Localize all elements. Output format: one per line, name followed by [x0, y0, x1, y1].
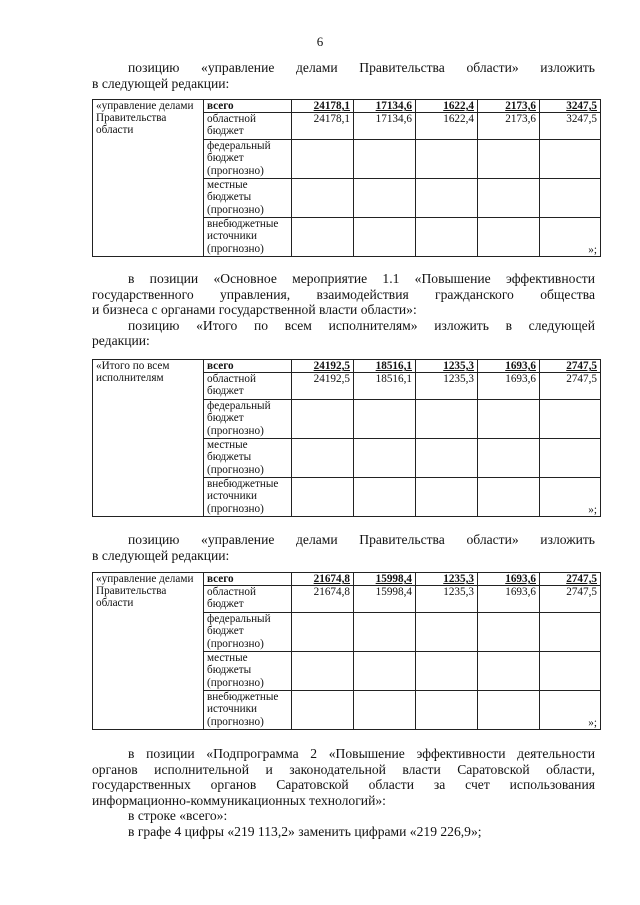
value-cell: 1693,6 — [478, 586, 540, 613]
value-cell — [354, 439, 416, 478]
text-line: и бизнеса с органами государственной власти области»: — [92, 302, 417, 317]
value-cell — [478, 478, 540, 517]
value-cell — [540, 179, 601, 218]
text-line: в графе 4 цифры «219 113,2» заменить цифрами «219 226,9»; — [128, 823, 482, 839]
text-line: информационно-коммуникационных технологий»: — [92, 792, 386, 808]
value-cell — [354, 218, 416, 257]
text-line: государственного управления, взаимодействия гражданского общества — [92, 286, 595, 302]
row-label: всего — [204, 573, 292, 586]
value-cell: 2747,5 — [540, 373, 601, 400]
executor-name: «управление делами Правительства области — [93, 573, 204, 730]
value-cell — [478, 218, 540, 257]
value-cell: 18516,1 — [354, 373, 416, 400]
table-row — [93, 573, 601, 586]
value-cell: 2747,5 — [540, 586, 601, 613]
value-cell — [354, 400, 416, 439]
value-cell — [540, 439, 601, 478]
value-cell — [478, 179, 540, 218]
value-cell — [354, 179, 416, 218]
value-cell — [354, 613, 416, 652]
closing-quote: »; — [588, 504, 597, 516]
value-cell — [292, 613, 354, 652]
value-cell: 1622,4 — [416, 100, 478, 113]
row-label: внебюджетные источники (прогнозно) — [204, 218, 292, 257]
value-cell — [416, 613, 478, 652]
value-cell — [416, 439, 478, 478]
paragraph-1 — [92, 60, 595, 91]
row-label: областной бюджет — [204, 373, 292, 400]
value-cell: 24192,5 — [292, 360, 354, 373]
executor-name: «управление делами Правительства области — [93, 100, 204, 257]
value-cell: 24178,1 — [292, 100, 354, 113]
value-cell — [540, 400, 601, 439]
row-label: местные бюджеты (прогнозно) — [204, 652, 292, 691]
value-cell — [416, 478, 478, 517]
value-cell: 21674,8 — [292, 586, 354, 613]
value-cell — [478, 613, 540, 652]
text-line: редакции: — [92, 333, 150, 348]
value-cell: 1622,4 — [416, 113, 478, 140]
text-line: в следующей редакции: — [92, 547, 230, 563]
value-cell: 15998,4 — [354, 586, 416, 613]
text-line: в следующей редакции: — [92, 75, 230, 91]
value-cell — [416, 140, 478, 179]
value-cell — [416, 179, 478, 218]
value-cell — [292, 400, 354, 439]
value-cell — [292, 652, 354, 691]
row-label: местные бюджеты (прогнозно) — [204, 179, 292, 218]
value-cell: 3247,5 — [540, 113, 601, 140]
value-cell — [540, 691, 601, 730]
value-cell: 24192,5 — [292, 373, 354, 400]
value-cell — [478, 400, 540, 439]
table-row — [93, 100, 601, 113]
value-cell: 3247,5 — [540, 100, 601, 113]
row-label: федеральный бюджет (прогнозно) — [204, 400, 292, 439]
value-cell: 21674,8 — [292, 573, 354, 586]
value-cell — [292, 140, 354, 179]
text-line: позицию «управление делами Правительства области» изложить — [128, 532, 595, 547]
value-cell: 2173,6 — [478, 100, 540, 113]
value-cell — [540, 613, 601, 652]
value-cell: 17134,6 — [354, 100, 416, 113]
text-line: в позиции «Подпрограмма 2 «Повышение эффективности деятельности — [128, 746, 595, 761]
text-line: государственных органов Саратовской области за счет использования — [92, 777, 595, 792]
paragraph-2 — [92, 271, 595, 349]
value-cell — [292, 439, 354, 478]
value-cell — [478, 439, 540, 478]
closing-quote: »; — [588, 244, 597, 256]
closing-quote: »; — [588, 717, 597, 729]
row-label: внебюджетные источники (прогнозно) — [204, 691, 292, 730]
budget-table-1 — [92, 99, 601, 257]
value-cell — [292, 691, 354, 730]
value-cell — [478, 652, 540, 691]
value-cell — [478, 691, 540, 730]
value-cell — [292, 218, 354, 257]
row-label: областной бюджет — [204, 586, 292, 613]
row-label: всего — [204, 100, 292, 113]
value-cell: 1235,3 — [416, 586, 478, 613]
value-cell: 15998,4 — [354, 573, 416, 586]
value-cell — [540, 140, 601, 179]
value-cell: 2747,5 — [540, 573, 601, 586]
executor-name: «Итого по всем исполнителям — [93, 360, 204, 517]
row-label: местные бюджеты (прогнозно) — [204, 439, 292, 478]
row-label: областной бюджет — [204, 113, 292, 140]
table-row — [93, 360, 601, 373]
page-number: 6 — [316, 34, 324, 49]
budget-table-2 — [92, 359, 601, 517]
value-cell — [478, 140, 540, 179]
value-cell: 1693,6 — [478, 360, 540, 373]
value-cell: 1235,3 — [416, 573, 478, 586]
value-cell — [416, 652, 478, 691]
value-cell — [416, 218, 478, 257]
value-cell: 1235,3 — [416, 360, 478, 373]
value-cell — [416, 400, 478, 439]
value-cell: 2173,6 — [478, 113, 540, 140]
value-cell — [292, 478, 354, 517]
value-cell — [354, 652, 416, 691]
value-cell — [292, 179, 354, 218]
row-label: внебюджетные источники (прогнозно) — [204, 478, 292, 517]
value-cell — [354, 478, 416, 517]
value-cell: 1235,3 — [416, 373, 478, 400]
value-cell: 24178,1 — [292, 113, 354, 140]
row-label: всего — [204, 360, 292, 373]
value-cell: 18516,1 — [354, 360, 416, 373]
value-cell: 1693,6 — [478, 573, 540, 586]
value-cell — [354, 691, 416, 730]
value-cell — [540, 652, 601, 691]
budget-table-3 — [92, 572, 601, 730]
value-cell — [416, 691, 478, 730]
value-cell: 2747,5 — [540, 360, 601, 373]
paragraph-4 — [92, 746, 595, 839]
value-cell: 1693,6 — [478, 373, 540, 400]
row-label: федеральный бюджет (прогнозно) — [204, 140, 292, 179]
text-line: позицию «Итого по всем исполнителям» изложить в следующей — [128, 317, 595, 333]
text-line: органов исполнительной и законодательной власти Саратовской области, — [92, 761, 595, 777]
row-label: федеральный бюджет (прогнозно) — [204, 613, 292, 652]
value-cell — [540, 478, 601, 517]
text-line: в позиции «Основное мероприятие 1.1 «Повышение эффективности — [128, 271, 595, 286]
value-cell: 17134,6 — [354, 113, 416, 140]
text-line: в строке «всего»: — [128, 808, 228, 823]
paragraph-3 — [92, 532, 595, 563]
text-line: позицию «управление делами Правительства области» изложить — [128, 60, 595, 75]
value-cell — [540, 218, 601, 257]
value-cell — [354, 140, 416, 179]
